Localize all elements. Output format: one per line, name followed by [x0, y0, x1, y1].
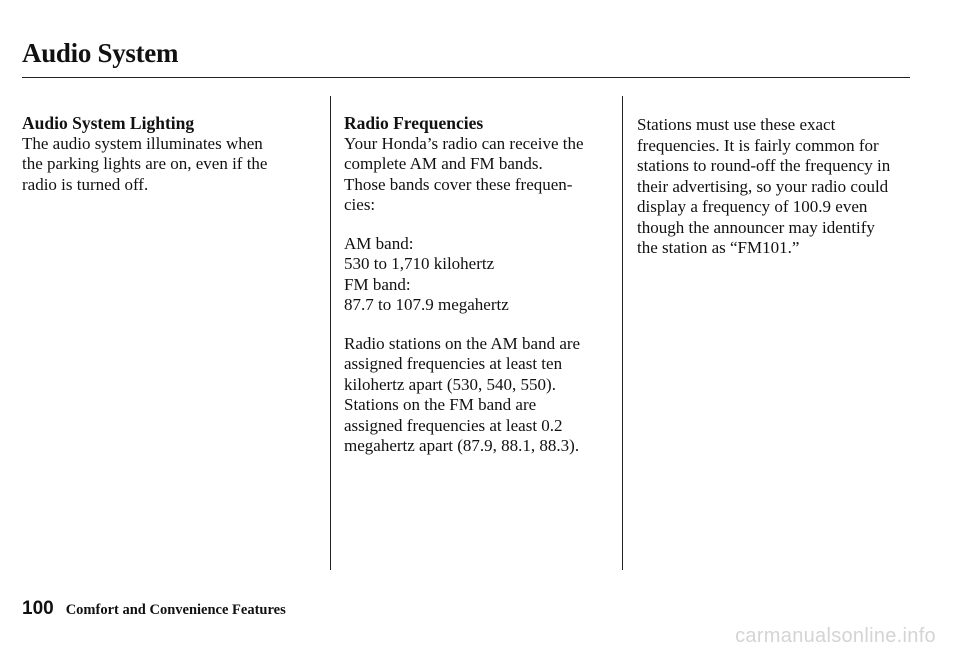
watermark: carmanualsonline.info [735, 625, 936, 647]
text-line: the parking lights are on, even if the [22, 154, 268, 173]
text-line: assigned frequencies at least ten [344, 354, 563, 373]
text-line: 530 to 1,710 kilohertz [344, 254, 495, 273]
text-line: assigned frequencies at least 0.2 [344, 415, 563, 435]
section-heading-audio-lighting: Audio System Lighting [22, 113, 195, 133]
text-line: Those bands cover these frequen- [344, 174, 573, 194]
text-line: display a frequency of 100.9 even [637, 197, 868, 216]
text-line: Your Honda’s radio can receive the [344, 133, 584, 153]
column-station-frequencies [637, 115, 927, 277]
text-line: radio is turned off. [22, 174, 149, 194]
paragraph-band-ranges [344, 234, 614, 316]
text-line: Stations on the FM band are [344, 395, 537, 414]
text-line: their advertising, so your radio could [637, 176, 889, 196]
text-line: Radio stations on the AM band are [344, 333, 581, 353]
text-line: megahertz apart (87.9, 88.1, 88.3). [344, 436, 580, 455]
column-divider [622, 96, 623, 570]
text-line: FM band: [344, 274, 411, 294]
paragraph-exact-frequencies [637, 115, 927, 259]
text-line: frequencies. It is fairly common for [637, 135, 879, 155]
text-line: 87.7 to 107.9 megahertz [344, 295, 509, 314]
paragraph-audio-lighting [22, 134, 302, 196]
title-rule [22, 77, 910, 78]
text-line: Stations must use these exact [637, 115, 836, 134]
text-line: though the announcer may identify [637, 217, 875, 237]
column-divider [330, 96, 331, 570]
text-line: The audio system illuminates when [22, 133, 263, 153]
text-line: the station as “FM101.” [637, 238, 800, 257]
column-audio-lighting [22, 113, 302, 213]
text-line: kilohertz apart (530, 540, 550). [344, 374, 556, 394]
text-line: AM band: [344, 233, 414, 253]
section-heading-radio-frequencies: Radio Frequencies [344, 113, 484, 133]
page-number: 100 [22, 598, 54, 619]
page-title: Audio System [22, 38, 179, 68]
paragraph-radio-intro [344, 134, 614, 216]
column-radio-frequencies [344, 113, 614, 475]
page-footer [22, 598, 286, 620]
paragraph-station-spacing [344, 334, 614, 457]
text-line: cies: [344, 195, 376, 214]
text-line: stations to round-off the frequency in [637, 156, 891, 175]
footer-section-label: Comfort and Convenience Features [65, 602, 286, 618]
text-line: complete AM and FM bands. [344, 154, 543, 173]
